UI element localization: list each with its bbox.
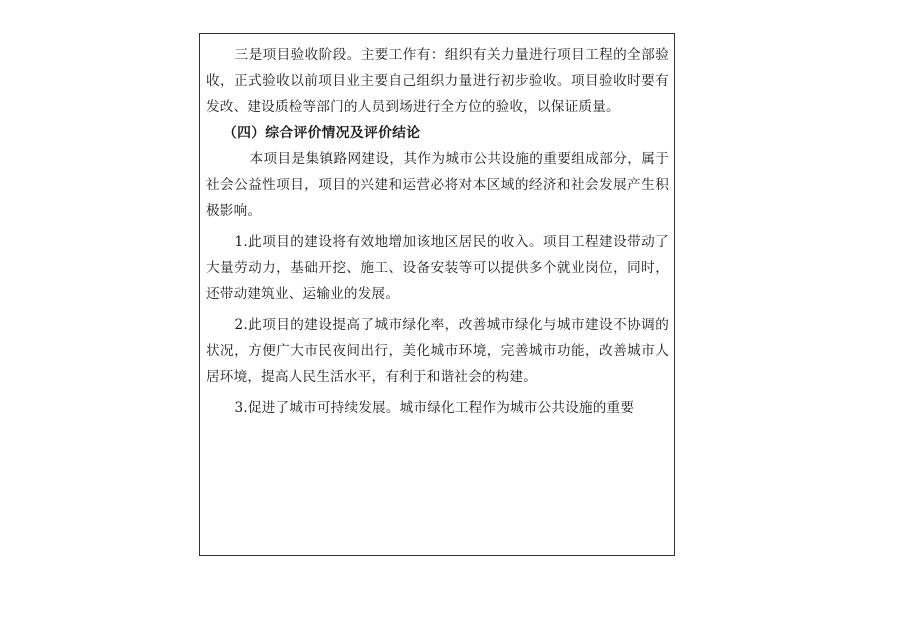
paragraph-point-1: 1.此项目的建设将有效地增加该地区居民的收入。项目工程建设带动了大量劳动力，基础开挖、施工、设备安装等可以提供多个就业岗位，同时，还带动建筑业、运输业的发展。 — [206, 234, 669, 302]
section-heading-evaluation: （四）综合评价情况及评价结论 — [223, 125, 421, 141]
paragraph-point-2: 2.此项目的建设提高了城市绿化率，改善城市绿化与城市建设不协调的状况，方便广大市民夜间出行，美化城市环境，完善城市功能，改善城市人居环境，提高人民生活水平，有利于和谐社会的构建。 — [206, 317, 669, 385]
paragraph-point-3: 3.促进了城市可持续发展。城市绿化工程作为城市公共设施的重要 — [234, 400, 635, 416]
paragraph-stage3-acceptance: 三是项目验收阶段。主要工作有：组织有关力量进行项目工程的全部验收，正式验收以前项目业主要自己组织力量进行初步验收。项目验收时要有发改、建设质检等部门的人员到场进行全方位的验收，以保证质量。 — [206, 47, 669, 115]
document-body — [206, 42, 669, 421]
paragraph-intro: 本项目是集镇路网建设，其作为城市公共设施的重要组成部分，属于社会公益性项目，项目的兴建和运营必将对本区域的经济和社会发展产生积极影响。 — [206, 151, 669, 219]
document-frame — [199, 33, 675, 556]
